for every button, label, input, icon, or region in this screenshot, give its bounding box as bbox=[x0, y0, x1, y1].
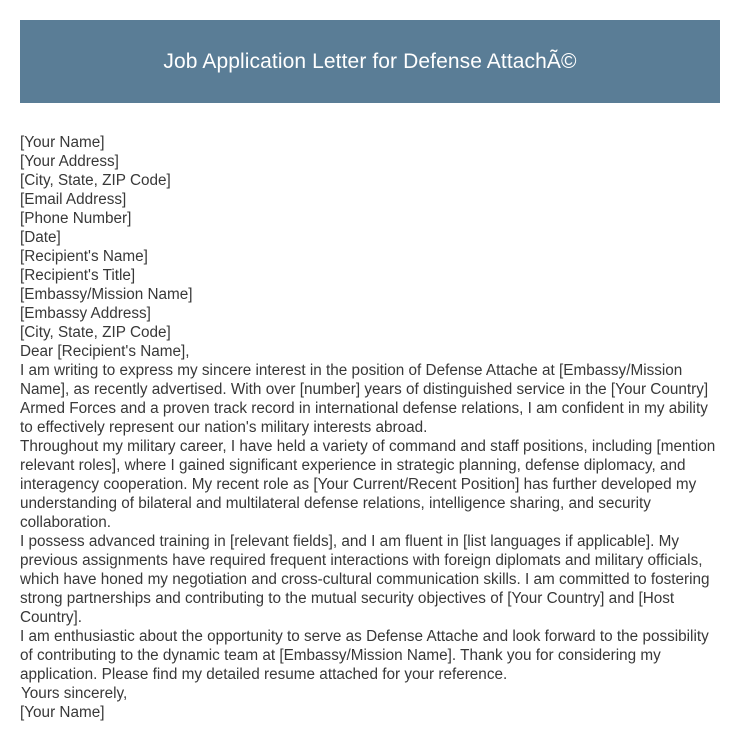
document-page bbox=[20, 20, 720, 722]
recipient-name: [Recipient's Name] bbox=[20, 248, 148, 265]
recipient-title: [Recipient's Title] bbox=[20, 267, 136, 284]
paragraph-intro: I am writing to express my sincere interest in the position of Defense Attache at [Embassy/Mission Name], as recently advertised. With over [number] years of distinguished service in the [Your Country] Armed Forces and a proven track record in international defense relations, I am confident in my ability to effectively represent our nation's military interests abroad. bbox=[20, 362, 709, 436]
paragraph-closing: I am enthusiastic about the opportunity to serve as Defense Attache and look forward to the possibility of contributing to the dynamic team at [Embassy/Mission Name]. Thank you for considering my application. Please find my detailed resume attached for your reference. bbox=[20, 628, 709, 683]
sender-email: [Email Address] bbox=[20, 191, 127, 208]
page-title: Job Application Letter for Defense AttachÃ© bbox=[163, 49, 577, 73]
closing-phrase: Yours sincerely, bbox=[21, 685, 128, 702]
letter-date: [Date] bbox=[20, 229, 61, 246]
sender-address: [Your Address] bbox=[20, 153, 119, 170]
sender-city-state-zip: [City, State, ZIP Code] bbox=[20, 172, 171, 189]
title-banner bbox=[20, 20, 720, 103]
paragraph-career: Throughout my military career, I have held a variety of command and staff positions, including [mention relevant roles], where I gained significant experience in strategic planning, defense diplomacy, and interagency cooperation. My recent role as [Your Current/Recent Position] has further developed my understanding of bilateral and multilateral defense relations, intelligence sharing, and security collaboration. bbox=[20, 438, 716, 531]
recipient-city-state-zip: [City, State, ZIP Code] bbox=[20, 324, 171, 341]
sender-phone: [Phone Number] bbox=[20, 210, 132, 227]
recipient-embassy-address: [Embassy Address] bbox=[20, 305, 151, 322]
paragraph-skills: I possess advanced training in [relevant fields], and I am fluent in [list languages if applicable]. My previous assignments have required frequent interactions with foreign diplomats and military officials, which have honed my negotiation and cross-cultural communication skills. I am committed to fostering strong partnerships and contributing to the mutual security objectives of [Your Country] and [Host Country]. bbox=[20, 533, 710, 626]
letter-body bbox=[20, 133, 720, 722]
signature: [Your Name] bbox=[20, 704, 105, 721]
salutation: Dear [Recipient's Name], bbox=[20, 343, 190, 360]
recipient-embassy-name: [Embassy/Mission Name] bbox=[20, 286, 193, 303]
sender-name: [Your Name] bbox=[20, 134, 105, 151]
